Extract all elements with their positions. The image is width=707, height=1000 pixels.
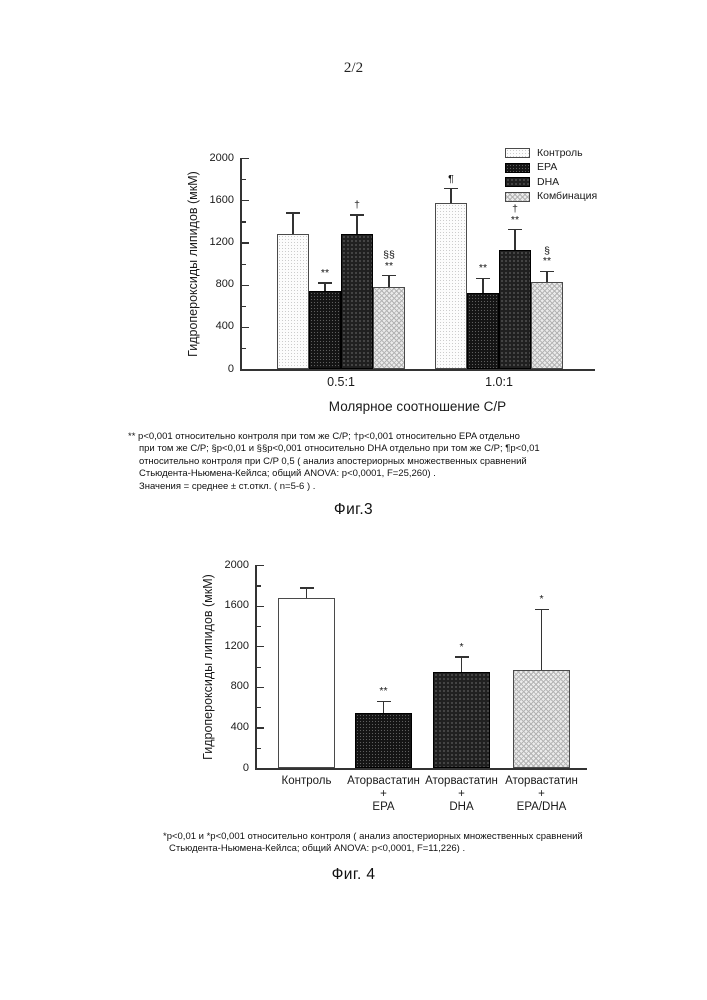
significance-annotation: ** <box>478 262 488 275</box>
y-tick <box>257 565 264 566</box>
x-axis-line <box>255 768 587 770</box>
figure3-caption: Фиг.3 <box>333 501 374 518</box>
error-bar-cap <box>300 587 314 588</box>
y-tick <box>257 667 261 668</box>
x-axis-title: Молярное соотношение C/P <box>328 399 507 414</box>
y-tick <box>257 687 264 688</box>
y-tick-label: 400 <box>215 320 234 333</box>
footnote-line: при том же C/P; §p<0,01 и §§p<0,001 относительно DHA отдельно при том же C/P; ¶p<0,01 <box>139 443 540 455</box>
y-tick-label: 1600 <box>224 599 249 612</box>
legend-label: DHA <box>537 175 560 188</box>
error-bar-line <box>383 701 384 713</box>
legend-label: Контроль <box>537 146 583 159</box>
bar <box>513 670 570 768</box>
y-tick <box>257 707 261 708</box>
y-tick <box>257 727 264 728</box>
y-tick <box>257 606 264 607</box>
footnote-line: ** p<0,001 относительно контроля при том же C/P; †p<0,001 относительно EPA отдельно <box>128 431 520 442</box>
x-category-label: Аторвастатин + EPA <box>347 775 420 813</box>
legend-label: EPA <box>537 161 558 174</box>
y-tick <box>257 626 261 627</box>
significance-annotation: † <box>354 198 360 211</box>
y-axis-title: Гидропероксиды липидов (мкМ) <box>201 573 215 760</box>
y-tick-label: 1200 <box>209 235 234 248</box>
significance-annotation: § ** <box>542 244 552 268</box>
y-tick-label: 1600 <box>209 193 234 206</box>
error-bar-cap <box>535 609 549 610</box>
significance-annotation: * <box>459 640 464 653</box>
y-tick <box>257 748 261 749</box>
significance-annotation: * <box>539 593 544 606</box>
y-tick <box>257 646 264 647</box>
significance-annotation: † ** <box>510 203 520 226</box>
footnote-line: Стьюдента-Ньюмена-Кейлса; общий ANOVA: p<0,0001, F=11,226) . <box>169 843 466 855</box>
figure4-caption: Фиг. 4 <box>331 866 376 883</box>
error-bar-line <box>541 609 542 670</box>
bar <box>278 598 335 768</box>
significance-annotation: ** <box>320 266 330 279</box>
x-category-label: Аторвастатин + EPA/DHA <box>505 775 578 813</box>
y-tick-label: 1200 <box>224 639 249 652</box>
footnote-line: относительно контроля при C/P 0,5 ( анализ апостериорных множественных сравнений <box>139 455 527 467</box>
bar <box>433 672 490 768</box>
footnote-line: Стьюдента-Ньюмена-Кейлса; общий ANOVA: p<0,0001, F=25,260) . <box>139 468 436 480</box>
error-bar-line <box>306 587 307 598</box>
footnote-line: Значения = среднее ± ст.откл. ( n=5-6 ) . <box>139 480 316 492</box>
error-bar-cap <box>455 656 469 657</box>
x-category-label: Аторвастатин + DHA <box>425 775 498 813</box>
error-bar-line <box>461 656 462 672</box>
x-category-label: 1.0:1 <box>485 375 513 389</box>
y-tick-label: 800 <box>215 278 234 291</box>
error-bar-cap <box>377 701 391 702</box>
y-tick <box>257 585 261 586</box>
y-tick-label: 400 <box>230 720 249 733</box>
y-tick-label: 0 <box>242 761 249 774</box>
y-tick-label: 2000 <box>224 558 249 571</box>
significance-annotation: ¶ <box>448 172 454 185</box>
page-number: 2/2 <box>343 60 364 76</box>
x-category-label: 0.5:1 <box>327 375 355 389</box>
figure4-footnote <box>163 831 623 856</box>
y-axis-title: Гидропероксиды липидов (мкМ) <box>186 170 200 357</box>
significance-annotation: ** <box>379 685 388 697</box>
y-tick-label: 2000 <box>209 151 234 164</box>
y-tick-label: 0 <box>227 362 234 375</box>
significance-annotation: §§ ** <box>383 249 395 272</box>
footnote-line: *p<0,01 и *p<0,001 относительно контроля ( анализ апостериорных множественных сравнений <box>163 831 583 842</box>
x-category-label: Контроль <box>281 775 332 787</box>
bar <box>355 713 412 768</box>
legend-label: Комбинация <box>537 190 598 203</box>
y-tick-label: 800 <box>230 680 249 693</box>
